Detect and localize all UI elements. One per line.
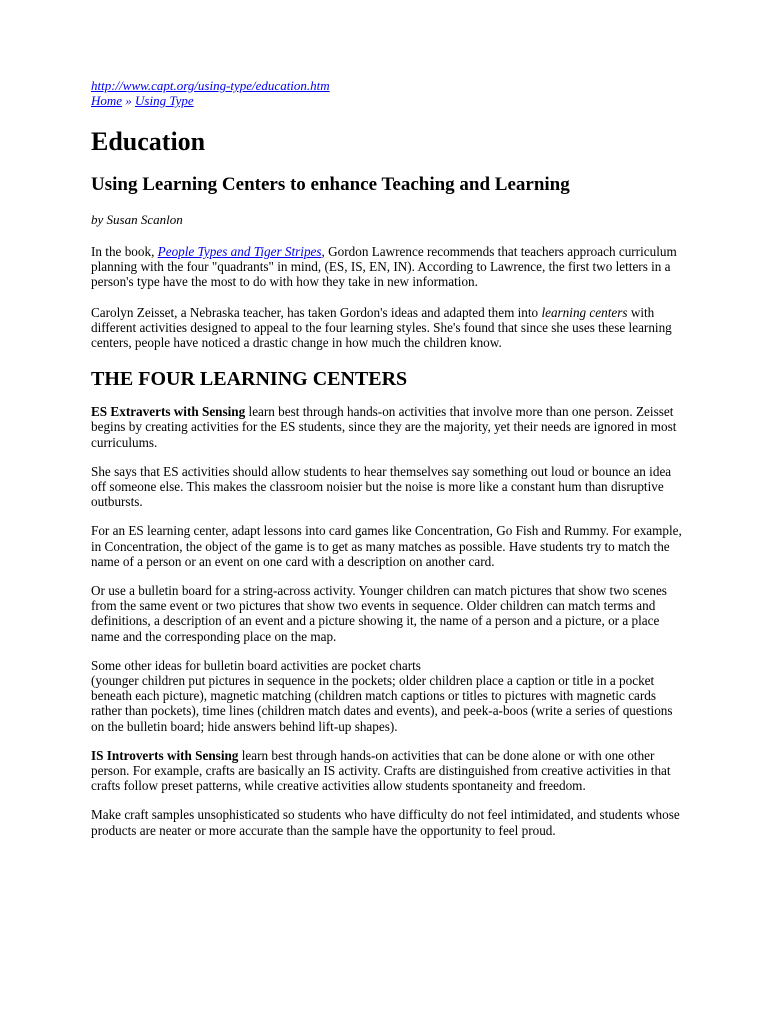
page-title: Education bbox=[91, 127, 206, 156]
intro-paragraph-2 bbox=[91, 305, 688, 351]
is-paragraph-2: Make craft samples unsophisticated so students who have difficulty do not feel intimidated, and students whose products are neater or more accurate than the sample have the opportunity to feel proud. bbox=[91, 807, 680, 838]
es-p5-rest: (younger children put pictures in sequence in the pockets; older children place a caption or title in a pocket beneath each picture), magnetic matching (children match captions or titles to pictures with magnetic cards rather than pockets), time lines (children match dates and events), and peek-a-boos (write a series of questions on the bulletin board; hide answers behind lift-up shapes). bbox=[91, 673, 673, 734]
breadcrumb bbox=[91, 93, 688, 108]
book-title-link[interactable]: People Types and Tiger Stripes bbox=[157, 244, 322, 259]
is-lead-term: IS Introverts with Sensing bbox=[91, 747, 239, 763]
es-paragraph-1 bbox=[91, 404, 688, 450]
is-paragraph-1 bbox=[91, 748, 688, 794]
es-paragraph-2: She says that ES activities should allow students to hear themselves say something out loud or bounce an idea off someone else. This makes the classroom noisier but the noise is more like a constant hum than disruptive outbursts. bbox=[91, 463, 672, 510]
intro-p2-text-start: Carolyn Zeisset, a Nebraska teacher, has taken Gordon's ideas and adapted them into bbox=[91, 304, 542, 320]
intro-paragraph-1 bbox=[91, 244, 688, 290]
article-subtitle: Using Learning Centers to enhance Teaching and Learning bbox=[91, 174, 570, 195]
es-lead-term: ES Extraverts with Sensing bbox=[91, 404, 246, 420]
es-paragraph-5 bbox=[91, 658, 688, 734]
is-lead-text: learn best through hands-on activities that can be done alone or with one other person. For example, crafts are basically an IS activity. Crafts are distinguished from creative activities in that crafts follow preset patterns, while creative activities allow students spontaneity and freedom. bbox=[91, 747, 671, 794]
source-url bbox=[91, 78, 688, 93]
intro-p2-text-end: with different activities designed to appeal to the four learning styles. She's found that since she uses these learning centers, people have noticed a drastic change in how much the children know. bbox=[91, 304, 672, 351]
intro-p1-text-end: , Gordon Lawrence recommends that teachers approach curriculum planning with the four "quadrants" in mind, (ES, IS, EN, IN). According to Lawrence, the first two letters in a person's type have the most to do with how they take in new information. bbox=[91, 244, 677, 290]
section-heading: THE FOUR LEARNING CENTERS bbox=[91, 368, 408, 391]
author-byline: by Susan Scanlon bbox=[91, 212, 183, 227]
breadcrumb-using-type-link[interactable]: Using Type bbox=[135, 93, 194, 108]
es-p5-line-1: Some other ideas for bulletin board activities are pocket charts bbox=[91, 657, 421, 673]
source-url-link[interactable]: http://www.capt.org/using-type/education.htm bbox=[91, 78, 330, 93]
intro-p1-text-start: In the book, bbox=[91, 244, 158, 259]
breadcrumb-home-link[interactable]: Home bbox=[91, 93, 123, 108]
learning-centers-emphasis: learning centers bbox=[541, 304, 628, 320]
es-lead-text: learn best through hands-on activities that involve more than one person. Zeisset begins by creating activities for the ES students, since they are the majority, yet their needs are ignored in most curriculums. bbox=[91, 404, 677, 450]
es-paragraph-4: Or use a bulletin board for a string-across activity. Younger children can match pictures that show two scenes from the same event or two pictures that show two events in sequence. Older children can match terms and definitions, a description of an event and a picture showing it, the name of a person and a picture, or a place name and the corresponding place on the map. bbox=[91, 583, 667, 644]
es-paragraph-3: For an ES learning center, adapt lessons into card games like Concentration, Go Fish and Rummy. For example, in Concentration, the object of the game is to get as many matches as possible. Have students try to match the name of a person or an event on one card with a description on another card. bbox=[91, 523, 682, 569]
breadcrumb-separator: » bbox=[122, 93, 136, 108]
